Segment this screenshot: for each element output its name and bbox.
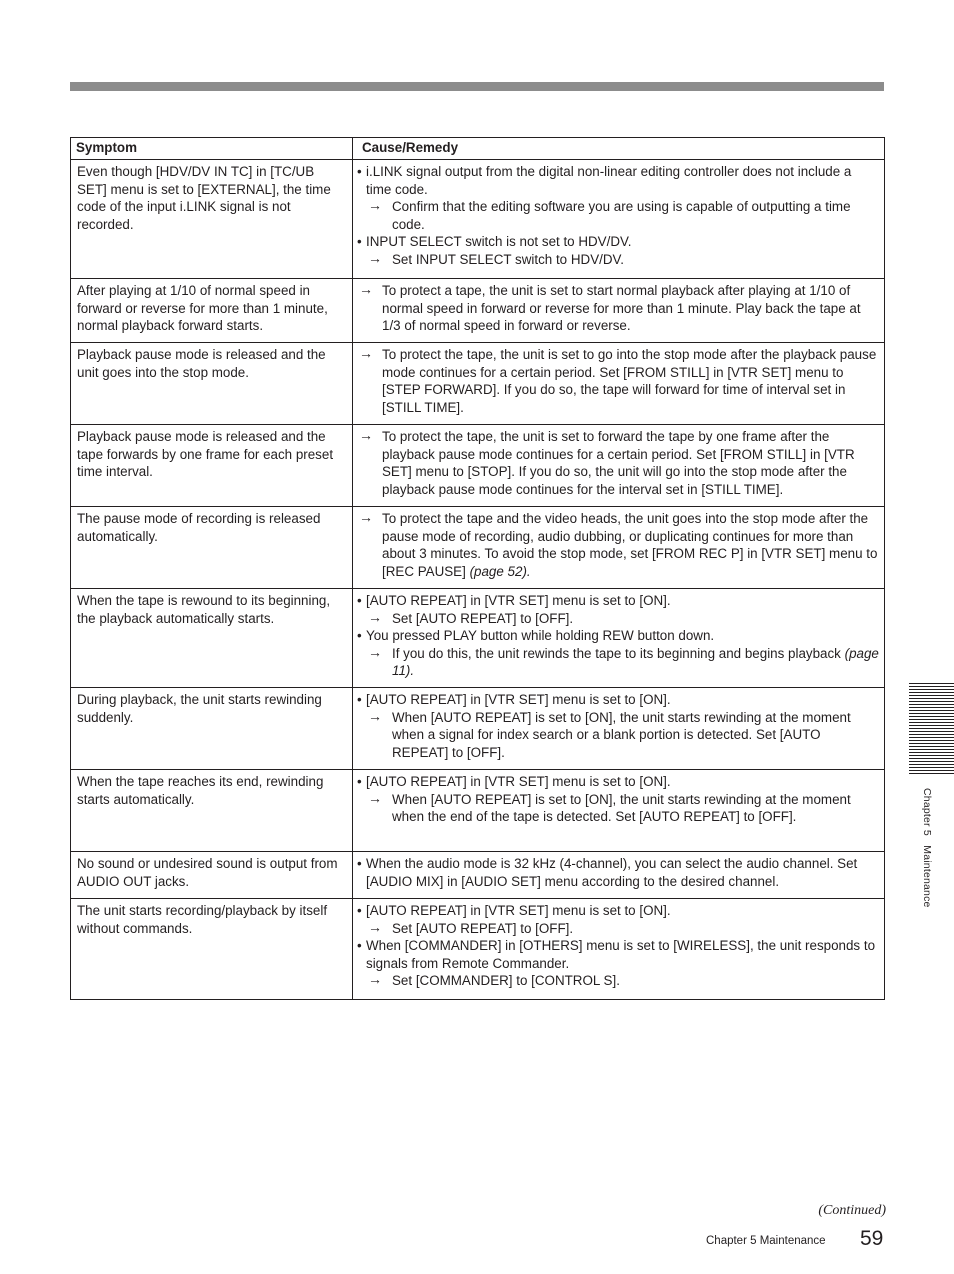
cause-bullet: • INPUT SELECT switch is not set to HDV/DV. [356,233,880,251]
symptom-cell: Even though [HDV/DV IN TC] in [TC/UB SET] menu is set to [EXTERNAL], the time code of the input i.LINK signal is not recorded. [71,160,353,279]
symptom-cell: Playback pause mode is released and the unit goes into the stop mode. [71,343,353,425]
chapter-side-label: Chapter 5 Maintenance [921,788,933,908]
header-rule [70,82,884,91]
cause-cell [353,770,885,852]
table-row [71,688,885,770]
remedy-line: → Set [COMMANDER] to [CONTROL S]. [356,972,880,990]
cause-cell [353,688,885,770]
symptom-cell: When the tape is rewound to its beginning, the playback automatically starts. [71,589,353,688]
table-row [71,279,885,343]
remedy-line: → To protect a tape, the unit is set to start normal playback after playing at 1/10 of normal speed in forward or reverse for more than 1 minute. Play back the tape at 1/3 of normal speed in forward or reverse. [356,282,880,335]
symptom-cell: No sound or undesired sound is output from AUDIO OUT jacks. [71,852,353,899]
cause-cell [353,343,885,425]
remedy-line: → When [AUTO REPEAT] is set to [ON], the unit starts rewinding at the moment when a signal for index search or a blank portion is detected. Set [AUTO REPEAT] to [OFF]. [356,709,880,762]
table-row [71,899,885,1000]
remedy-line [356,510,880,580]
symptom-header: Symptom [71,138,353,160]
cause-bullet: • You pressed PLAY button while holding REW button down. [356,627,880,645]
cause-bullet: • [AUTO REPEAT] in [VTR SET] menu is set to [ON]. [356,902,880,920]
troubleshooting-table [70,137,885,1000]
symptom-cell: During playback, the unit starts rewinding suddenly. [71,688,353,770]
remedy-line: → Set [AUTO REPEAT] to [OFF]. [356,920,880,938]
symptom-cell: The unit starts recording/playback by itself without commands. [71,899,353,1000]
table-header-row [71,138,885,160]
cause-bullet: • i.LINK signal output from the digital non-linear editing controller does not include a time code. [356,163,880,198]
chapter-thumb-tab [909,683,954,776]
symptom-cell: After playing at 1/10 of normal speed in forward or reverse for more than 1 minute, normal playback forward starts. [71,279,353,343]
remedy-line: → To protect the tape, the unit is set to go into the stop mode after the playback pause mode continues for a certain period. Set [FROM STILL] in [VTR SET] menu to [STEP FORWARD]. If you do so, the tape will forward for time of interval set in [STILL TIME]. [356,346,880,416]
symptom-cell: Playback pause mode is released and the tape forwards by one frame for each preset time interval. [71,425,353,507]
page-number: 59 [860,1227,884,1250]
table-row [71,770,885,852]
table-row [71,343,885,425]
continued-note: (Continued) [818,1203,886,1218]
page-reference: (page 11). [392,645,879,679]
footer-chapter-label: Chapter 5 Maintenance [706,1235,826,1247]
cause-cell [353,160,885,279]
remedy-line: → To protect the tape, the unit is set to forward the tape by one frame after the playback pause mode continues for a certain period. Set [FROM STILL] in [VTR SET] menu to [STOP]. If you do so, the unit will go into the stop mode after the playback pause mode continues for the interval set in [STILL TIME]. [356,428,880,498]
table-row [71,425,885,507]
remedy-line: → When [AUTO REPEAT] is set to [ON], the unit starts rewinding at the moment when the end of the tape is detected. Set [AUTO REPEAT] to [OFF]. [356,791,880,826]
cause-cell [353,507,885,589]
cause-cell [353,589,885,688]
cause-cell [353,279,885,343]
table-row [71,160,885,279]
cause-cell [353,899,885,1000]
cause-cell [353,425,885,507]
cause-bullet: • [AUTO REPEAT] in [VTR SET] menu is set to [ON]. [356,592,880,610]
remedy-line [356,645,880,680]
cause-bullet: • When the audio mode is 32 kHz (4-channel), you can select the audio channel. Set [AUDIO MIX] in [AUDIO SET] menu according to the desired channel. [356,855,880,890]
remedy-line: → Confirm that the editing software you are using is capable of outputting a time code. [356,198,880,233]
remedy-text: If you do this, the unit rewinds the tape to its beginning and begins playback [392,645,841,661]
remedy-line: → Set INPUT SELECT switch to HDV/DV. [356,251,880,269]
table-row [71,507,885,589]
cause-cell [353,852,885,899]
remedy-line: → Set [AUTO REPEAT] to [OFF]. [356,610,880,628]
cause-bullet: • When [COMMANDER] in [OTHERS] menu is set to [WIRELESS], the unit responds to signals from Remote Commander. [356,937,880,972]
page-reference: (page 52). [469,563,531,579]
symptom-cell: When the tape reaches its end, rewinding starts automatically. [71,770,353,852]
table-row [71,852,885,899]
symptom-cell: The pause mode of recording is released automatically. [71,507,353,589]
table-row [71,589,885,688]
cause-bullet: • [AUTO REPEAT] in [VTR SET] menu is set to [ON]. [356,691,880,709]
cause-bullet: • [AUTO REPEAT] in [VTR SET] menu is set to [ON]. [356,773,880,791]
remedy-text: To protect the tape and the video heads, the unit goes into the stop mode after the pause mode of recording, audio dubbing, or duplicating continues for more than about 3 minutes. To avoid the stop mode, set [FROM REC P] in [VTR SET] menu to [REC PAUSE] [382,511,878,579]
cause-header: Cause/Remedy [353,138,885,160]
